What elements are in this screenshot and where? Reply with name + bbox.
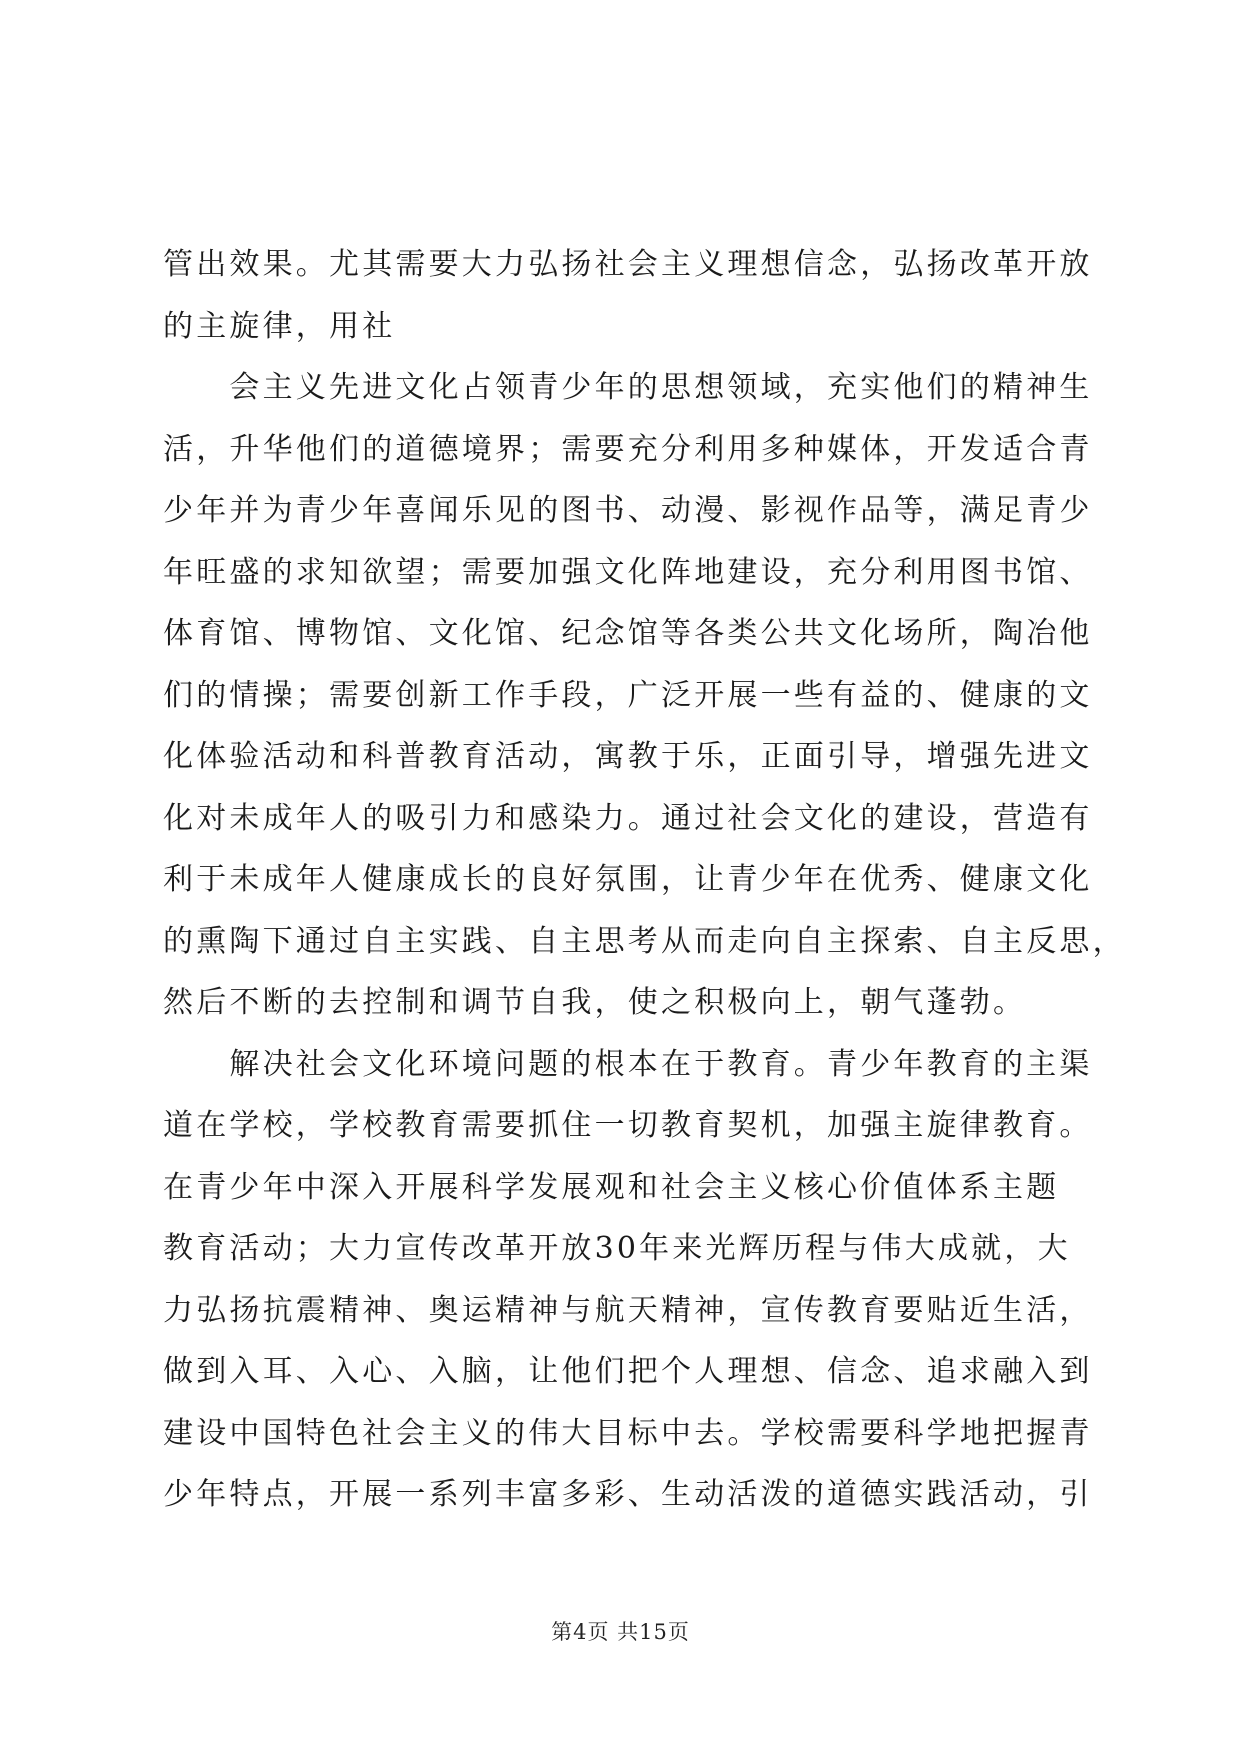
text-line: 的主旋律，用社	[163, 308, 396, 344]
text-line: 少年并为青少年喜闻乐见的图书、动漫、影视作品等，满足青少	[163, 493, 1093, 528]
text-line: 化体验活动和科普教育活动，寓教于乐，正面引导，增强先进文	[163, 739, 1093, 774]
text-line: 少年特点，开展一系列丰富多彩、生动活泼的道德实践活动，引	[163, 1477, 1093, 1512]
text-line: 活，升华他们的道德境界；需要充分利用多种媒体，开发适合青	[163, 431, 1093, 467]
text-line: 体育馆、博物馆、文化馆、纪念馆等各类公共文化场所，陶冶他	[163, 616, 1093, 651]
text-line: 做到入耳、入心、入脑，让他们把个人理想、信念、追求融入到	[163, 1354, 1093, 1389]
text-line: 然后不断的去控制和调节自我，使之积极向上，朝气蓬勃。	[163, 985, 1027, 1020]
text-line: 道在学校，学校教育需要抓住一切教育契机，加强主旋律教育。	[163, 1108, 1093, 1143]
text-line: 建设中国特色社会主义的伟大目标中去。学校需要科学地把握青	[163, 1415, 1093, 1451]
text-line: 会主义先进文化占领青少年的思想领域，充实他们的精神生	[163, 370, 1093, 405]
text-line: 年旺盛的求知欲望；需要加强文化阵地建设，充分利用图书馆、	[163, 554, 1093, 590]
body-text	[163, 234, 1126, 1526]
text-line: 在青少年中深入开展科学发展观和社会主义核心价值体系主题	[163, 1169, 1060, 1205]
text-line: 力弘扬抗震精神、奥运精神与航天精神，宣传教育要贴近生活，	[163, 1292, 1093, 1328]
page-footer	[0, 1618, 1241, 1646]
text-line: 教育活动；大力宣传改革开放30年来光辉历程与伟大成就，大	[163, 1231, 1071, 1266]
text-line: 管出效果。尤其需要大力弘扬社会主义理想信念，弘扬改革开放	[163, 247, 1093, 282]
text-line: 的熏陶下通过自主实践、自主思考从而走向自主探索、自主反思，	[163, 923, 1126, 959]
text-line: 化对未成年人的吸引力和感染力。通过社会文化的建设，营造有	[163, 800, 1093, 836]
page-number-label: 第4页 共15页	[551, 1620, 690, 1644]
text-line: 们的情操；需要创新工作手段，广泛开展一些有益的、健康的文	[163, 677, 1093, 713]
text-line: 利于未成年人健康成长的良好氛围，让青少年在优秀、健康文化	[163, 862, 1093, 897]
text-line: 解决社会文化环境问题的根本在于教育。青少年教育的主渠	[163, 1046, 1093, 1082]
